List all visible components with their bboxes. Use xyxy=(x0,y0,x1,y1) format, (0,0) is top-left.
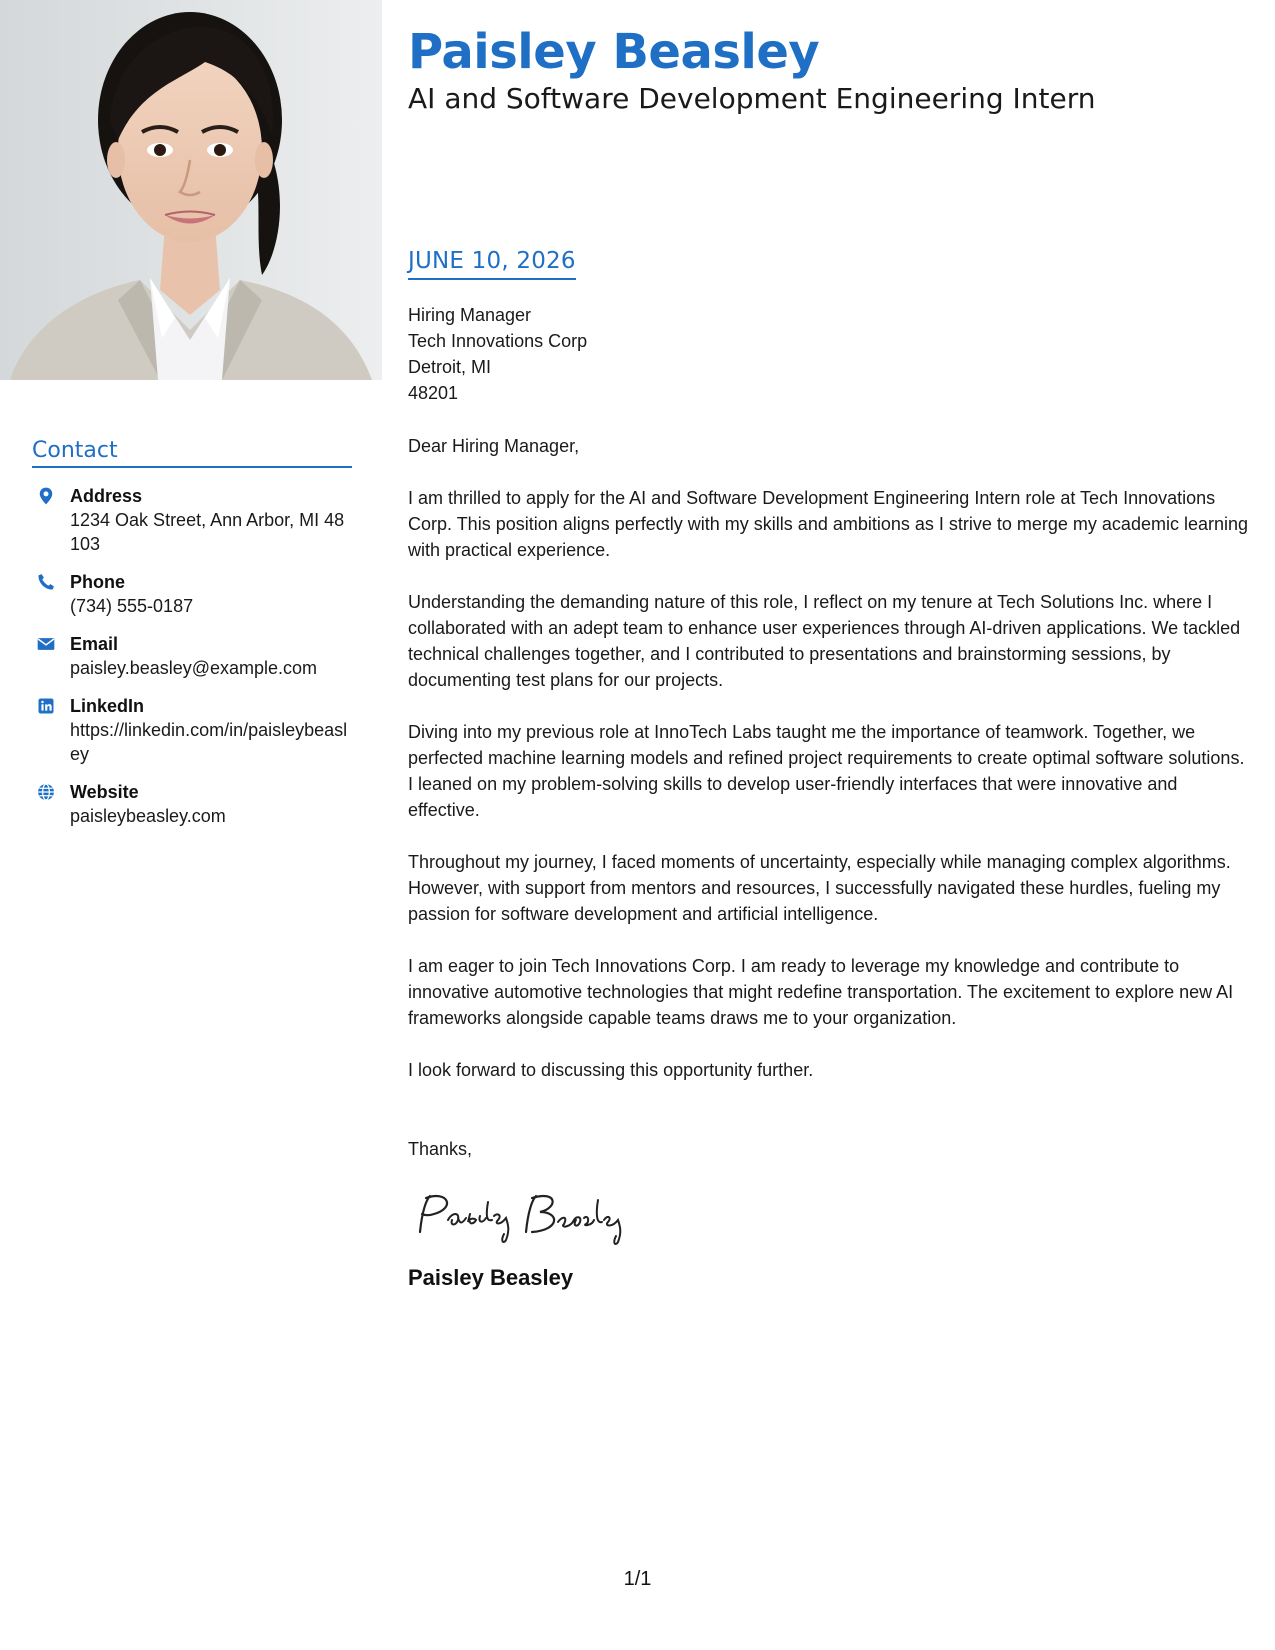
page-number: 1/1 xyxy=(623,1568,652,1590)
contact-heading: Contact xyxy=(32,438,352,468)
phone-icon xyxy=(36,572,56,592)
address-label: Address xyxy=(70,486,143,506)
envelope-icon xyxy=(36,634,56,654)
contact-section xyxy=(32,438,352,842)
location-pin-icon xyxy=(36,486,56,506)
contact-email xyxy=(32,632,352,680)
recipient-line: Detroit, MI xyxy=(408,357,492,377)
phone-value: (734) 555-0187 xyxy=(70,596,194,616)
contact-phone xyxy=(32,570,352,618)
phone-label: Phone xyxy=(70,572,126,592)
website-label: Website xyxy=(70,782,139,802)
profile-photo xyxy=(0,0,382,380)
salutation: Dear Hiring Manager, xyxy=(408,436,580,456)
closing: Thanks, xyxy=(408,1139,473,1159)
email-value[interactable]: paisley.beasley@example.com xyxy=(70,658,318,678)
email-label: Email xyxy=(70,634,119,654)
contact-address xyxy=(32,484,352,556)
signer-name: Paisley Beasley xyxy=(408,1265,574,1290)
letter-paragraph: Throughout my journey, I faced moments of uncertainty, especially while managing complex algorithms. However, with support from mentors and resources, I successfully navigated these hurdles, fueling my passion for software development and artificial intelligence. xyxy=(408,852,1231,924)
recipient-line: 48201 xyxy=(408,383,459,403)
letter-paragraph: I am thrilled to apply for the AI and Software Development Engineering Intern role at Tech Innovations Corp. This position aligns perfectly with my skills and ambitions as I strive to merge my academic learning with practical experience. xyxy=(408,488,1249,560)
signature-image xyxy=(408,1182,668,1252)
letter-paragraph: Understanding the demanding nature of this role, I reflect on my tenure at Tech Solutions Inc. where I collaborated with an adept team to enhance user experiences through AI-driven applications. We tackled technical challenges together, and I contributed to presentations and brainstorming sessions, by documenting test plans for our projects. xyxy=(408,592,1241,690)
letter-body xyxy=(408,248,1248,1292)
linkedin-icon xyxy=(36,696,56,716)
website-value[interactable]: paisleybeasley.com xyxy=(70,806,226,826)
globe-icon xyxy=(36,782,56,802)
recipient-line: Hiring Manager xyxy=(408,305,532,325)
recipient-block xyxy=(408,302,1248,406)
recipient-line: Tech Innovations Corp xyxy=(408,331,588,351)
page-title: Paisley Beasley xyxy=(408,24,820,80)
contact-website xyxy=(32,780,352,828)
letter-paragraph: Diving into my previous role at InnoTech Labs taught me the importance of teamwork. Together, we perfected machine learning models and refined project requirements to create optimal software solutions. I leaned on my problem-solving skills to develop user-friendly interfaces that were innovative and effective. xyxy=(408,722,1245,820)
linkedin-value[interactable]: https://linkedin.com/in/paisleybeasley xyxy=(70,720,348,764)
job-title: AI and Software Development Engineering Intern xyxy=(408,82,1096,115)
letter-paragraph: I look forward to discussing this opportunity further. xyxy=(408,1060,814,1080)
letter-paragraph: I am eager to join Tech Innovations Corp. I am ready to leverage my knowledge and contribute to innovative automotive technologies that might redefine transportation. The excitement to explore new AI frameworks alongside capable teams draws me to your organization. xyxy=(408,956,1234,1028)
linkedin-label: LinkedIn xyxy=(70,696,145,716)
contact-linkedin xyxy=(32,694,352,766)
header xyxy=(408,24,1248,117)
letter-date: JUNE 10, 2026 xyxy=(408,248,576,280)
address-value: 1234 Oak Street, Ann Arbor, MI 48103 xyxy=(70,510,345,554)
